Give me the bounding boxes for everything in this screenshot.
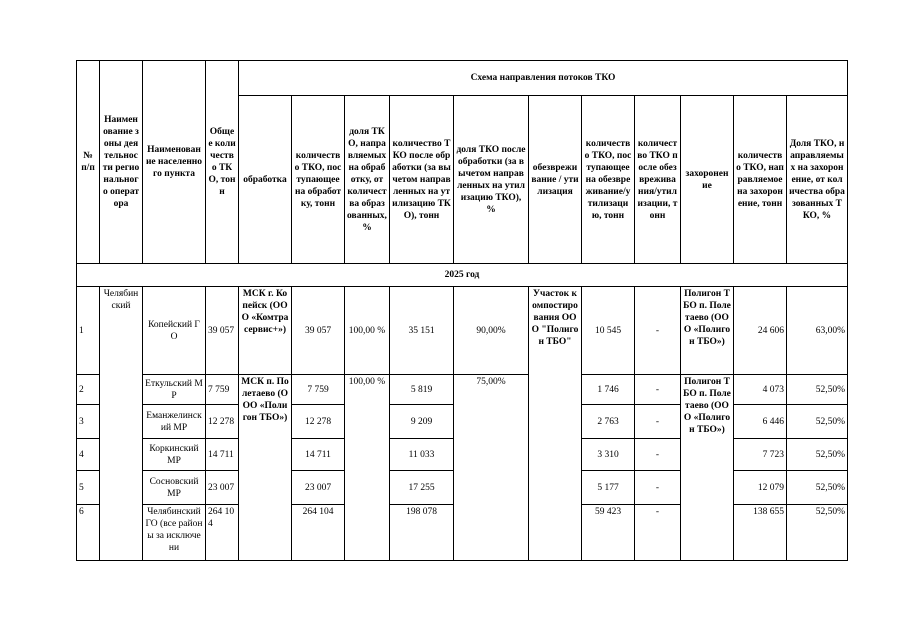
after-proc-amount: 35 151 — [390, 287, 454, 375]
neutral-amount: 59 423 — [582, 505, 635, 561]
after-proc-share: 75,00% — [454, 375, 529, 561]
header-after-proc-amount: количество ТКО после обработки (за вычетом направленных на утилизацию ТКО), тонн — [390, 96, 454, 264]
burial-amount: 24 606 — [734, 287, 787, 375]
burial-amount: 12 079 — [734, 471, 787, 505]
header-scheme: Схема направления потоков ТКО — [239, 61, 848, 96]
burial-share: 52,50% — [787, 505, 848, 561]
neutral-amount: 2 763 — [582, 405, 635, 439]
proc-amount: 39 057 — [292, 287, 345, 375]
after-proc-amount: 17 255 — [390, 471, 454, 505]
locality: Челябинский ГО (все районы за исключени — [143, 505, 206, 561]
neutral-amount: 1 746 — [582, 375, 635, 405]
neutral-amount: 5 177 — [582, 471, 635, 505]
row-number: 6 — [77, 505, 100, 561]
burial-share: 52,50% — [787, 439, 848, 471]
year-row: 2025 год — [77, 264, 848, 287]
table-row — [77, 375, 848, 405]
burial-amount: 4 073 — [734, 375, 787, 405]
locality: Еткульский МР — [143, 375, 206, 405]
after-proc-share: 90,00% — [454, 287, 529, 375]
after-neutral: - — [635, 505, 681, 561]
after-proc-amount: 9 209 — [390, 405, 454, 439]
burial-share: 63,00% — [787, 287, 848, 375]
burial-amount: 6 446 — [734, 405, 787, 439]
total: 7 759 — [206, 375, 239, 405]
after-neutral: - — [635, 471, 681, 505]
after-neutral: - — [635, 439, 681, 471]
locality: Копейский ГО — [143, 287, 206, 375]
row-number: 2 — [77, 375, 100, 405]
burial-share: 52,50% — [787, 375, 848, 405]
neutral-facility: Участок компостирования ООО "Полигон ТБО" — [529, 287, 582, 561]
proc-amount: 7 759 — [292, 375, 345, 405]
neutral-amount: 10 545 — [582, 287, 635, 375]
burial-amount: 7 723 — [734, 439, 787, 471]
header-neutral-amount: количество ТКО, поступающее на обезвреживание/утилизацию, тонн — [582, 96, 635, 264]
locality: Еманжелинский МР — [143, 405, 206, 439]
proc-share: 100,00 % — [345, 287, 390, 375]
after-neutral: - — [635, 405, 681, 439]
total: 39 057 — [206, 287, 239, 375]
after-neutral: - — [635, 375, 681, 405]
header-locality: Наименование населенного пункта — [143, 61, 206, 264]
proc-amount: 14 711 — [292, 439, 345, 471]
burial-facility: Полигон ТБО п. Полетаево (ООО «Полигон ТБО») — [681, 375, 734, 561]
total: 23 007 — [206, 471, 239, 505]
header-total: Общее количество ТКО, тонн — [206, 61, 239, 264]
burial-amount: 138 655 — [734, 505, 787, 561]
row-number: 1 — [77, 287, 100, 375]
after-neutral: - — [635, 287, 681, 375]
header-after-neutral: количество ТКО после обезвреживания/утилизации, тонн — [635, 96, 681, 264]
neutral-amount: 3 310 — [582, 439, 635, 471]
tko-flow-table — [76, 60, 848, 561]
row-number: 5 — [77, 471, 100, 505]
burial-share: 52,50% — [787, 405, 848, 439]
burial-facility: Полигон ТБО п. Полетаево (ООО «Полигон ТБО») — [681, 287, 734, 375]
proc-amount: 23 007 — [292, 471, 345, 505]
processing-facility: МСК п. Полетаево (ООО «Полигон ТБО») — [239, 375, 292, 561]
row-number: 4 — [77, 439, 100, 471]
total: 264 104 — [206, 505, 239, 561]
locality: Сосновский МР — [143, 471, 206, 505]
after-proc-amount: 5 819 — [390, 375, 454, 405]
header-neutral: обезвреживание / утилизация — [529, 96, 582, 264]
proc-amount: 12 278 — [292, 405, 345, 439]
burial-share: 52,50% — [787, 471, 848, 505]
locality: Коркинский МР — [143, 439, 206, 471]
header-proc-amount: количество ТКО, поступающее на обработку, тонн — [292, 96, 345, 264]
proc-share: 100,00 % — [345, 375, 390, 561]
header-num: № п/п — [77, 61, 100, 264]
header-burial-amount: количество ТКО, направляемое на захоронение, тонн — [734, 96, 787, 264]
header-after-proc-share: доля ТКО после обработки (за вычетом направленных на утилизацию ТКО), % — [454, 96, 529, 264]
total: 12 278 — [206, 405, 239, 439]
total: 14 711 — [206, 439, 239, 471]
header-zone: Наименование зоны деятельности регионального оператора — [100, 61, 143, 264]
header-burial: захоронение — [681, 96, 734, 264]
proc-amount: 264 104 — [292, 505, 345, 561]
table-row — [77, 287, 848, 375]
processing-facility: МСК г. Копейск (ООО «Комтрасервис+») — [239, 287, 292, 375]
after-proc-amount: 198 078 — [390, 505, 454, 561]
header-processing: обработка — [239, 96, 292, 264]
header-proc-share: доля ТКО, направляемых на обработку, от количества образованных, % — [345, 96, 390, 264]
header-burial-share: Доля ТКО, направляемых на захоронение, от количества образованных ТКО, % — [787, 96, 848, 264]
row-number: 3 — [77, 405, 100, 439]
zone-name: Челябинский — [100, 287, 143, 561]
after-proc-amount: 11 033 — [390, 439, 454, 471]
